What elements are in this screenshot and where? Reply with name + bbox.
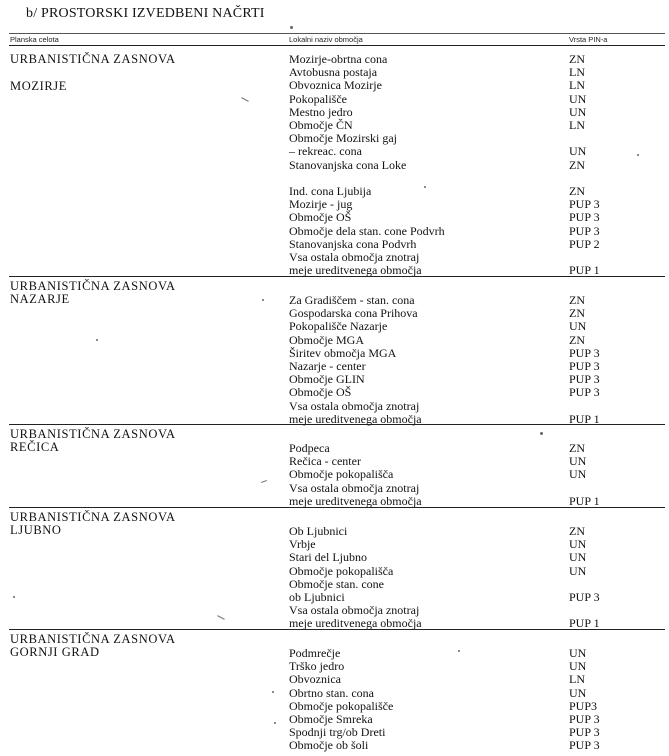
area-name: Podmrečje	[289, 646, 341, 660]
area-name: Vrbje	[289, 537, 316, 552]
pin-type: UN	[569, 550, 587, 565]
area-name: Trško jedro	[289, 659, 345, 674]
area-name: Avtobusna postaja	[289, 65, 378, 80]
group-title-ljubno: LJUBNO	[10, 523, 62, 537]
group-title-recica: REČICA	[10, 440, 60, 454]
pin-type: LN	[569, 78, 585, 93]
table-row	[0, 550, 669, 564]
pin-type: ZN	[569, 293, 585, 307]
area-name: Stanovanjska cona Loke	[289, 157, 407, 172]
pin-type: PUP3	[569, 698, 598, 713]
pin-type: UN	[569, 319, 587, 334]
group-title-zasnova: URBANISTIČNA ZASNOVA	[10, 279, 176, 293]
area-name: meje ureditvenega območja	[289, 411, 422, 426]
group-title-nazarje: NAZARJE	[10, 292, 70, 306]
pin-type: LN	[569, 118, 585, 132]
pin-type: ZN	[569, 524, 585, 538]
table-row	[0, 725, 669, 739]
pin-type: PUP 1	[569, 493, 600, 508]
scan-speck	[637, 154, 639, 156]
table-row	[0, 52, 669, 66]
area-name: Območje GLIN	[289, 372, 365, 387]
scan-speck	[272, 691, 274, 693]
table-row	[0, 564, 669, 578]
table-row	[0, 372, 669, 386]
pin-type: PUP 3	[569, 590, 600, 604]
group-title-zasnova: URBANISTIČNA ZASNOVA	[10, 510, 176, 524]
table-row	[0, 250, 669, 264]
table-row	[0, 158, 669, 172]
group-title-gornji-grad: GORNJI GRAD	[10, 645, 100, 659]
area-name: Podpeca	[289, 441, 330, 455]
table-row	[0, 738, 669, 752]
pin-type: PUP 3	[569, 210, 600, 225]
group-title-mozirje: MOZIRJE	[10, 79, 67, 93]
pin-type: UN	[569, 659, 587, 674]
table-row	[0, 210, 669, 224]
table-row	[0, 603, 669, 617]
area-name: Obvoznica	[289, 672, 341, 687]
area-name: Območje ob šoli	[289, 738, 369, 753]
table-row	[0, 590, 669, 604]
area-name: Območje pokopališča	[289, 563, 394, 578]
column-header-lokalni-naziv: Lokalni naziv območja	[289, 35, 363, 44]
area-name: Rečica - center	[289, 454, 361, 469]
area-name: Ind. cona Ljubija	[289, 184, 372, 198]
table-row	[0, 92, 669, 106]
table-row	[0, 293, 669, 307]
table-row	[0, 672, 669, 686]
column-header-vrsta-pin: Vrsta PIN-a	[569, 35, 608, 44]
area-name: Za Gradiščem - stan. cona	[289, 293, 415, 307]
table-row	[0, 359, 669, 373]
table-row	[0, 237, 669, 251]
table-row	[0, 346, 669, 360]
pin-type: ZN	[569, 306, 585, 321]
area-name: Mozirje-obrtna cona	[289, 52, 388, 66]
table-row	[0, 144, 669, 158]
pin-type: PUP 1	[569, 616, 600, 631]
area-name: Gospodarska cona Prihova	[289, 306, 418, 321]
table-row	[0, 646, 669, 660]
scan-speck	[262, 299, 264, 301]
area-name: Vsa ostala območja znotraj	[289, 250, 420, 264]
header-bottom-rule	[9, 45, 665, 46]
table-row	[0, 481, 669, 495]
area-name: Vsa ostala območja znotraj	[289, 603, 420, 618]
pin-type: PUP 3	[569, 385, 600, 400]
table-row	[0, 184, 669, 198]
area-name: meje ureditvenega območja	[289, 616, 422, 631]
area-name: Obrtno stan. cona	[289, 685, 374, 700]
table-row	[0, 577, 669, 591]
table-row	[0, 319, 669, 333]
area-name: Vsa ostala območja znotraj	[289, 398, 420, 413]
area-name: Območje Mozirski gaj	[289, 131, 397, 146]
pin-type: LN	[569, 65, 585, 80]
pin-type: ZN	[569, 52, 585, 66]
pin-type: ZN	[569, 184, 585, 198]
group-divider-rule	[9, 276, 665, 277]
pin-type: PUP 3	[569, 223, 600, 238]
table-row	[0, 118, 669, 132]
pin-type: PUP 3	[569, 725, 600, 740]
table-row	[0, 712, 669, 726]
table-row	[0, 686, 669, 700]
table-row	[0, 131, 669, 145]
scan-speck	[290, 26, 293, 29]
table-row	[0, 441, 669, 455]
area-name: Mozirje - jug	[289, 197, 353, 212]
table-row	[0, 171, 669, 185]
area-name: Obvoznica Mozirje	[289, 78, 382, 93]
group-divider-rule	[9, 629, 665, 630]
table-row	[0, 78, 669, 92]
pin-type: PUP 3	[569, 372, 600, 387]
area-name: meje ureditvenega območja	[289, 263, 422, 278]
table-row	[0, 399, 669, 413]
scan-speck	[458, 650, 460, 652]
pin-type: PUP 3	[569, 712, 600, 726]
table-row	[0, 105, 669, 119]
pin-type: PUP 1	[569, 263, 600, 278]
area-name: Mestno jedro	[289, 104, 353, 119]
group-divider-rule	[9, 507, 665, 508]
area-name: Območje dela stan. cone Podvrh	[289, 223, 445, 238]
pin-type: UN	[569, 685, 587, 700]
pin-type: PUP 3	[569, 359, 600, 373]
table-row	[0, 333, 669, 347]
document-title: b/ PROSTORSKI IZVEDBENI NAČRTI	[26, 6, 265, 21]
area-name: Območje OŠ	[289, 385, 352, 400]
area-name: Območje stan. cone	[289, 576, 384, 591]
column-header-planska-celota: Planska celota	[10, 35, 59, 44]
pin-type: UN	[569, 467, 587, 482]
table-row	[0, 537, 669, 551]
group-divider-rule	[9, 424, 665, 425]
pin-type: UN	[569, 91, 587, 106]
table-row	[0, 699, 669, 713]
header-top-rule	[9, 33, 665, 34]
table-row	[0, 197, 669, 211]
area-name: Pokopališče	[289, 91, 347, 106]
scan-speck	[424, 186, 426, 188]
pin-type: UN	[569, 144, 587, 159]
pin-type: LN	[569, 672, 585, 687]
table-row	[0, 659, 669, 673]
group-title-zasnova: URBANISTIČNA ZASNOVA	[10, 427, 176, 441]
pin-type: PUP 1	[569, 411, 600, 426]
table-row	[0, 454, 669, 468]
table-row	[0, 224, 669, 238]
pin-type: ZN	[569, 157, 585, 172]
group-title-zasnova: URBANISTIČNA ZASNOVA	[10, 632, 176, 646]
area-name: Ob Ljubnici	[289, 524, 348, 538]
pin-type: UN	[569, 104, 587, 119]
pin-type: PUP 3	[569, 197, 600, 212]
table-row	[0, 385, 669, 399]
area-name: Širitev območja MGA	[289, 345, 397, 360]
area-name: Območje ČN	[289, 118, 353, 132]
area-name: Območje pokopališča	[289, 467, 394, 482]
pin-type: UN	[569, 454, 587, 469]
area-name: Stari del Ljubno	[289, 550, 367, 565]
table-row	[0, 65, 669, 79]
table-row	[0, 494, 669, 508]
table-row	[0, 467, 669, 481]
pin-type: PUP 3	[569, 345, 600, 360]
table-row	[0, 306, 669, 320]
pin-type: ZN	[569, 441, 585, 455]
area-name: Območje MGA	[289, 332, 364, 347]
area-name: meje ureditvenega območja	[289, 493, 422, 508]
scan-speck	[540, 432, 543, 435]
pin-type: PUP 2	[569, 236, 600, 251]
area-name: Pokopališče Nazarje	[289, 319, 388, 334]
group-title-zasnova: URBANISTIČNA ZASNOVA	[10, 52, 176, 66]
area-name: – rekreac. cona	[289, 144, 362, 159]
pin-type: UN	[569, 563, 587, 578]
area-name: Vsa ostala območja znotraj	[289, 480, 420, 495]
area-name: Območje pokopališče	[289, 698, 394, 713]
area-name: ob Ljubnici	[289, 590, 345, 604]
area-name: Spodnji trg/ob Dreti	[289, 725, 386, 740]
area-name: Stanovanjska cona Podvrh	[289, 236, 417, 251]
pin-type: UN	[569, 537, 587, 552]
table-row	[0, 524, 669, 538]
scan-speck	[13, 596, 15, 598]
area-name: Območje OŠ	[289, 210, 352, 225]
scan-speck	[96, 339, 98, 341]
pin-type: UN	[569, 646, 587, 660]
area-name: Območje Smreka	[289, 712, 373, 726]
area-name: Nazarje - center	[289, 359, 366, 373]
pin-type: ZN	[569, 332, 585, 347]
scan-speck	[274, 722, 276, 724]
pin-type: PUP 3	[569, 738, 600, 753]
